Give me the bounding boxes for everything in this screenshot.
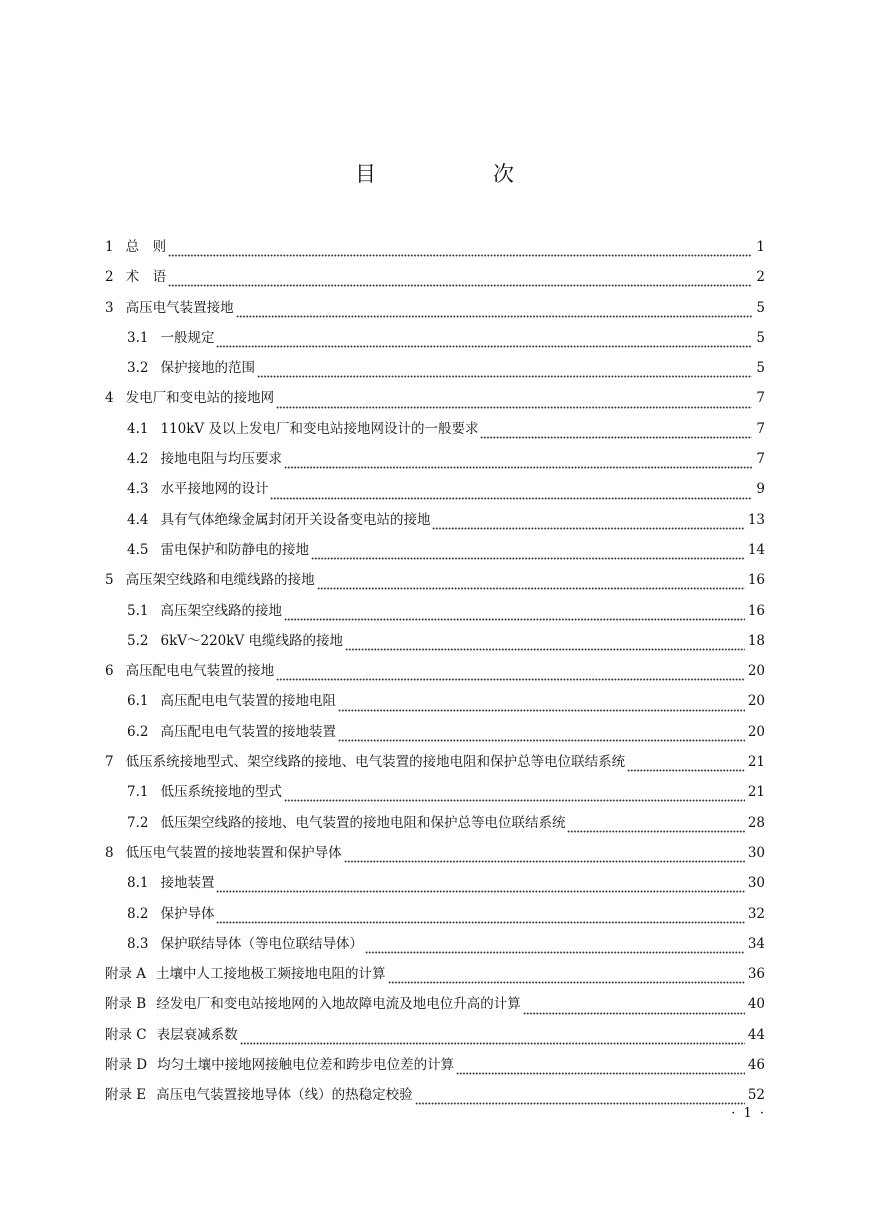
- toc-entry-page: 21: [747, 754, 765, 771]
- toc-entry[interactable]: [105, 1054, 765, 1084]
- toc-entry[interactable]: [105, 963, 765, 993]
- toc-entry-title: 高压配电电气装置的接地: [125, 663, 275, 680]
- toc-entry-title: 低压系统接地型式、架空线路的接地、电气装置的接地电阻和保护总等电位联结系统: [125, 754, 626, 771]
- toc-leader-dots: [270, 487, 752, 501]
- toc-entry[interactable]: [105, 781, 765, 811]
- toc-entry-number: 3: [105, 299, 114, 316]
- toc-entry[interactable]: [105, 509, 765, 539]
- toc-entry-number: 附录 D: [105, 1057, 148, 1074]
- toc-entry-page: 28: [747, 814, 765, 831]
- toc-entry-page: 21: [747, 784, 765, 801]
- toc-leader-dots: [284, 608, 745, 622]
- toc-entry-page: 32: [747, 905, 765, 922]
- toc-entry-number: 6.2: [127, 723, 149, 740]
- toc-entry[interactable]: [105, 842, 765, 872]
- toc-entry-page: 14: [747, 541, 765, 558]
- toc-entry[interactable]: [105, 1024, 765, 1054]
- toc-leader-dots: [338, 729, 745, 743]
- toc-leader-dots: [345, 638, 745, 652]
- toc-entry-page: 5: [756, 329, 765, 346]
- toc-entry[interactable]: [105, 387, 765, 417]
- toc-entry-number: 5.1: [127, 602, 149, 619]
- toc-entry-title: 高压电气装置接地导体（线）的热稳定校验: [156, 1087, 413, 1104]
- toc-entry-title: 低压电气装置的接地装置和保护导体: [125, 844, 342, 861]
- page-title: 目 次: [355, 162, 562, 186]
- toc-leader-dots: [311, 547, 745, 561]
- toc-entry-title: 发电厂和变电站的接地网: [125, 390, 275, 407]
- toc-entry-page: 34: [747, 935, 765, 952]
- toc-leader-dots: [627, 759, 745, 773]
- toc-leader-dots: [284, 456, 752, 470]
- toc-entry[interactable]: [105, 418, 765, 448]
- toc-entry-title: 高压电气装置接地: [125, 299, 234, 316]
- toc-entry-page: 40: [747, 996, 765, 1013]
- toc-entry[interactable]: [105, 236, 765, 266]
- toc-leader-dots: [432, 517, 744, 531]
- toc-entry-page: 20: [747, 723, 765, 740]
- toc-leader-dots: [168, 274, 752, 288]
- toc-entry-title: 保护导体: [160, 905, 215, 922]
- toc-entry-title: 110kV 及以上发电厂和变电站接地网设计的一般要求: [160, 420, 479, 437]
- toc-entry-number: 附录 C: [105, 1026, 147, 1043]
- toc-entry-title: 高压架空线路和电缆线路的接地: [125, 572, 315, 589]
- toc-entry-page: 5: [756, 360, 765, 377]
- toc-entry-page: 52: [747, 1087, 765, 1104]
- toc-entry-title: 低压架空线路的接地、电气装置的接地电阻和保护总等电位联结系统: [160, 814, 566, 831]
- toc-leader-dots: [456, 1062, 745, 1076]
- toc-entry-title: 雷电保护和防静电的接地: [160, 541, 309, 558]
- toc-entry[interactable]: [105, 993, 765, 1023]
- toc-entry[interactable]: [105, 872, 765, 902]
- toc-entry[interactable]: [105, 539, 765, 569]
- toc-entry-title: 水平接地网的设计: [160, 481, 269, 498]
- toc-entry-title: 表层衰减系数: [156, 1026, 238, 1043]
- toc-leader-dots: [480, 426, 752, 440]
- table-of-contents: [105, 236, 765, 1115]
- toc-entry-number: 8.2: [127, 905, 149, 922]
- toc-entry-number: 5.2: [127, 632, 149, 649]
- toc-entry-number: 4.2: [127, 451, 149, 468]
- toc-entry-title: 高压配电电气装置的接地装置: [160, 723, 336, 740]
- toc-entry[interactable]: [105, 569, 765, 599]
- toc-entry-page: 16: [747, 602, 765, 619]
- toc-leader-dots: [388, 971, 745, 985]
- toc-entry-title: 术 语: [125, 269, 167, 286]
- toc-leader-dots: [276, 668, 745, 682]
- toc-entry[interactable]: [105, 660, 765, 690]
- toc-entry-title: 一般规定: [160, 329, 215, 346]
- toc-leader-dots: [276, 396, 752, 410]
- toc-entry-title: 保护联结导体（等电位联结导体）: [160, 935, 363, 952]
- toc-entry[interactable]: [105, 903, 765, 933]
- toc-entry-number: 附录 E: [105, 1087, 147, 1104]
- toc-entry-number: 8.1: [127, 875, 149, 892]
- toc-entry-page: 13: [747, 511, 765, 528]
- toc-entry-number: 8: [105, 844, 114, 861]
- toc-entry-page: 30: [747, 875, 765, 892]
- toc-entry[interactable]: [105, 297, 765, 327]
- toc-entry-number: 3.1: [127, 329, 149, 346]
- toc-entry[interactable]: [105, 478, 765, 508]
- toc-entry[interactable]: [105, 690, 765, 720]
- toc-leader-dots: [567, 820, 744, 834]
- page-number: · 1 ·: [731, 1106, 766, 1121]
- toc-entry[interactable]: [105, 812, 765, 842]
- toc-entry[interactable]: [105, 1084, 765, 1114]
- toc-leader-dots: [284, 789, 745, 803]
- toc-entry-number: 附录 B: [105, 996, 147, 1013]
- toc-entry-page: 30: [747, 844, 765, 861]
- toc-entry-number: 1: [105, 239, 114, 255]
- toc-leader-dots: [317, 577, 745, 591]
- toc-entry-number: 8.3: [127, 935, 149, 952]
- toc-leader-dots: [257, 365, 752, 379]
- toc-entry-number: 7: [105, 754, 114, 771]
- toc-entry-number: 2: [105, 269, 114, 286]
- toc-entry[interactable]: [105, 327, 765, 357]
- toc-entry-number: 3.2: [127, 360, 149, 377]
- toc-entry-page: 46: [747, 1057, 765, 1074]
- toc-entry-page: 1: [756, 239, 765, 255]
- toc-entry-title: 低压系统接地的型式: [160, 784, 282, 801]
- toc-entry-number: 4.3: [127, 481, 149, 498]
- toc-entry-title: 均匀土壤中接地网接触电位差和跨步电位差的计算: [157, 1057, 455, 1074]
- toc-leader-dots: [236, 305, 752, 319]
- toc-entry-title: 总 则: [125, 239, 167, 255]
- toc-leader-dots: [338, 699, 745, 713]
- toc-entry-title: 高压架空线路的接地: [160, 602, 282, 619]
- toc-entry[interactable]: [105, 933, 765, 963]
- toc-entry[interactable]: [105, 600, 765, 630]
- toc-entry-title: 6kV～220kV 电缆线路的接地: [160, 632, 343, 649]
- toc-entry[interactable]: [105, 266, 765, 296]
- toc-entry-page: 44: [747, 1026, 765, 1043]
- toc-entry-page: 7: [756, 420, 765, 437]
- toc-entry-title: 经发电厂和变电站接地网的入地故障电流及地电位升高的计算: [156, 996, 521, 1013]
- toc-entry-number: 7.2: [127, 814, 149, 831]
- toc-leader-dots: [523, 1002, 745, 1016]
- toc-leader-dots: [216, 911, 744, 925]
- toc-entry-page: 9: [756, 481, 765, 498]
- toc-entry-title: 土壤中人工接地极工频接地电阻的计算: [156, 966, 386, 983]
- toc-leader-dots: [240, 1032, 745, 1046]
- toc-leader-dots: [168, 244, 752, 258]
- toc-entry-page: 7: [756, 451, 765, 468]
- toc-entry-page: 2: [756, 269, 765, 286]
- toc-leader-dots: [344, 850, 745, 864]
- toc-entry-page: 7: [756, 390, 765, 407]
- toc-leader-dots: [415, 1092, 745, 1106]
- toc-entry[interactable]: [105, 721, 765, 751]
- toc-entry[interactable]: [105, 751, 765, 781]
- toc-entry-number: 6: [105, 663, 114, 680]
- toc-entry-title: 保护接地的范围: [160, 360, 255, 377]
- toc-entry-title: 接地装置: [160, 875, 215, 892]
- toc-entry-number: 7.1: [127, 784, 149, 801]
- toc-entry-page: 20: [747, 663, 765, 680]
- toc-leader-dots: [365, 941, 745, 955]
- toc-entry-number: 4: [105, 390, 114, 407]
- toc-entry-title: 具有气体绝缘金属封闭开关设备变电站的接地: [160, 511, 431, 528]
- toc-entry-number: 附录 A: [105, 966, 147, 983]
- toc-entry-number: 4.4: [127, 511, 149, 528]
- toc-entry-number: 4.1: [127, 420, 149, 437]
- toc-entry-page: 36: [747, 966, 765, 983]
- toc-entry-number: 5: [105, 572, 114, 589]
- toc-leader-dots: [216, 880, 744, 894]
- toc-entry-page: 20: [747, 693, 765, 710]
- toc-entry-number: 6.1: [127, 693, 149, 710]
- toc-leader-dots: [216, 335, 752, 349]
- toc-entry-page: 16: [747, 572, 765, 589]
- toc-entry-page: 5: [756, 299, 765, 316]
- toc-entry[interactable]: [105, 630, 765, 660]
- toc-entry-title: 接地电阻与均压要求: [160, 451, 282, 468]
- toc-entry-page: 18: [747, 632, 765, 649]
- toc-entry-number: 4.5: [127, 541, 149, 558]
- toc-entry[interactable]: [105, 448, 765, 478]
- toc-entry-title: 高压配电电气装置的接地电阻: [160, 693, 336, 710]
- toc-entry[interactable]: [105, 357, 765, 387]
